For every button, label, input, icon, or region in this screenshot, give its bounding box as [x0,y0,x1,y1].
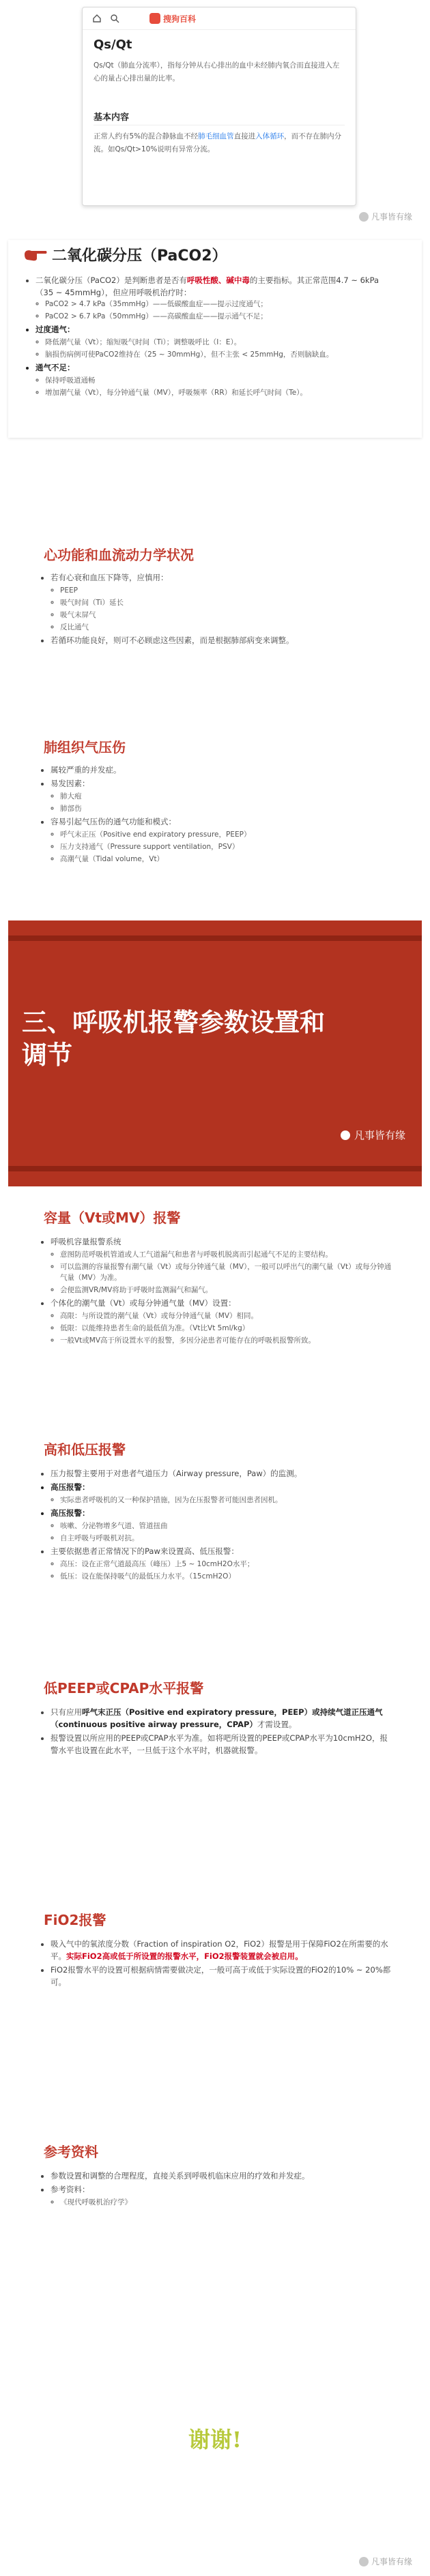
brand-name: 搜狗百科 [163,14,197,24]
list-item: ◦ 自主呼吸与呼吸机对抗。 [60,1533,395,1544]
list-item: ◦ 高潮气量（Tidal volume，Vt） [60,854,395,865]
banner-stripe [8,1166,422,1171]
slide-cardiac [8,483,422,653]
list-item: • 参数设置和调整的合理程度，直接关系到呼吸机临床应用的疗效和并发症。 [51,2170,395,2182]
list-item: ◦ 实际患者呼吸机的又一种保护措施，因为在压报警者可能因患者因机。 [60,1495,395,1506]
slide-peep-alarm [8,1650,422,1868]
list-item: ◦ 会便监测VR/MV将助于呼吸时监测漏气和漏气。 [60,1285,395,1296]
wechat-icon [359,212,369,222]
list-item: • 易发因素： [51,777,395,790]
list-item: • 报警设置以所应用的PEEP或CPAP水平为准。如将吧所设置的PEEP或CPAP水平为10cmH2O，报警水平也设置在此水平，一旦低于这个水平时，机器就报警。 [51,1732,395,1756]
list-item: ◦ 吸气末屏气 [60,610,395,620]
slide-fio2-alarm [8,1896,422,2100]
slide-body [41,1235,395,1347]
link-pulmonary-capillary[interactable]: 肺毛细血管 [198,132,234,140]
slide-barotrauma [8,716,422,907]
list-item: ◦ 增加潮气量（Vt），每分钟通气量（MV），呼吸频率（RR）和延长呼气时间（Te）。 [45,387,395,398]
list-item: • 属较严重的并发症。 [51,764,395,776]
slide-body [41,764,395,866]
list-item: • 过度通气： [35,323,395,335]
brand-logo-icon [149,13,160,24]
list-item: • 参考资料： [51,2183,395,2196]
search-icon[interactable] [110,14,119,23]
list-item: • 容易引起气压伤的通气功能和模式： [51,815,395,828]
list-item: ◦ 保持呼吸道通畅 [45,375,395,386]
list-item: • FiO2报警水平的设置可根据病情需要做决定，一般可高于或低于实际设置的FiO2的10% ~ 20%都可。 [51,1964,395,1988]
slide-title: 心功能和血流动力学状况 [44,547,194,563]
watermark: 凡事皆有缘 [359,211,412,222]
list-item: • 若循环功能良好，则可不必顾虑这些因素，而是根据肺部病变来调整。 [51,634,395,646]
slide-body [41,2170,395,2209]
basic-content: 正常人约有5%的混合静脉血不经肺毛细血管直接进入体循环，而不存在肺内分流。如Qs/Qt>10%说明有异常分流。 [94,132,342,153]
entry-title: Qs/Qt [94,38,132,52]
slide-body [41,1706,395,1758]
slide-title: 容量（Vt或MV）报警 [44,1210,181,1226]
list-item: • 只有应用呼气末正压（Positive end expiratory pressure，PEEP）或持续气道正压通气（continuous positive airway pressure，CPAP）才需设置。 [51,1706,395,1731]
list-item: ◦ PEEP [60,585,395,596]
list-item: ◦ 压力支持通气（Pressure support ventilation，PSV） [60,841,395,852]
home-icon[interactable] [92,14,102,23]
list-item: • 通气不足： [35,361,395,374]
slide-body [41,1467,395,1583]
list-item: • 呼吸机容量报警系统 [51,1235,395,1248]
list-item: ◦ PaCO2 > 4.7 kPa（35mmHg）——低碳酸血症——提示过度通气； [45,299,395,310]
list-item: ◦ 一般Vt或MV高于所设置水平的报警，多因分泌患者可能存在的呼吸机报警所致。 [60,1335,395,1346]
slide-pressure-alarm [8,1425,422,1630]
pointing-hand-icon [23,247,48,262]
list-item: ◦ 低压：设在能保持吸气的最低压力水平。（15cmH2O） [60,1571,395,1582]
slide-title: 低PEEP或CPAP水平报警 [44,1680,204,1696]
banner-stripe [8,935,422,941]
list-item: • 若有心衰和血压下降等，应慎用： [51,571,395,584]
list-item: ◦ 高压：设在正常气道最高压（峰压）上5 ~ 10cmH2O水平； [60,1559,395,1570]
list-item: ◦ 咳嗽、分泌物增多气道、管道扭曲 [60,1521,395,1531]
banner-title: 三、呼吸机报警参数设置和 调节 [22,1008,325,1070]
list-item: ◦ 脑损伤病例可使PaCO2维持在（25 ~ 30mmHg），但不主张 < 25mmHg，否则脑缺血。 [45,349,395,360]
slide-title: 参考资料 [44,2144,98,2160]
list-item: ◦ 吸气时间（Ti）延长 [60,597,395,608]
list-item: ◦ 意图防范呼吸机管道或人工气道漏气和患者与呼吸机脱离而引起通气不足的主要结构。 [60,1249,395,1260]
section-heading: 基本内容 [94,113,130,123]
entry-description: Qs/Qt（肺血分流率），指每分钟从右心排出的血中未经肺内氧合而直接进入左心的量占心排出量的比率。 [94,61,340,83]
list-item: ◦ 降低潮气量（Vt）；缩短吸气时间（Ti）；调整吸呼比（I：E）。 [45,337,395,348]
slide-title: FiO2报警 [44,1912,106,1928]
slide-title: 二氧化碳分压（PaCO2） [52,248,227,265]
slide-body [41,571,395,648]
list-item: • 主要依据患者正常情况下的Paw来设置高、低压报警： [51,1545,395,1557]
list-item: ◦ 肺大疱 [60,791,395,802]
list-item: • 二氧化碳分压（PaCO2）是判断患者是否有呼吸性酸、碱中毒的主要指标。其正常范围4.7 ~ 6kPa（35 ~ 45mmHg），但应用呼吸机治疗时： ◦ PaCO2 > 4.7 kPa（35mmHg）——低碳酸血症——提示过度通气； ◦ PaCO2 > 6.7 kPa（50mmHg）——高碳酸血症——提示通气不足； [35,274,395,322]
slide-title: 高和低压报警 [44,1441,126,1458]
list-item: ◦ PaCO2 > 6.7 kPa（50mmHg）——高碳酸血症——提示通气不足； [45,311,395,322]
list-item: • 个体化的潮气量（Vt）或每分钟通气量（MV）设置： [51,1297,395,1309]
watermark: 凡事皆有缘 [341,1128,405,1142]
list-item: ◦ 可以监测的容量报警有潮气量（Vt）或每分钟通气量（MV），一般可以呼出气的潮气量（Vt）或每分钟通气量（MV）为准。 [60,1261,395,1283]
list-item: ◦ 《现代呼吸机治疗学》 [60,2197,395,2208]
slide-volume-alarm [8,1200,422,1405]
slide-body [26,274,395,400]
list-item: • 高压报警： [51,1481,395,1493]
slide-references [8,2127,422,2332]
list-item: • 高压报警： [51,1507,395,1519]
encyclopedia-card [82,7,356,206]
list-item: ◦ 高限：与所设置的潮气量（Vt）或每分钟通气量（MV）相同。 [60,1311,395,1321]
thanks-text: 谢谢! [188,2427,242,2453]
slide-body [41,1938,395,1990]
list-item: • 压力报警主要用于对患者气道压力（Airway pressure，Paw）的监测。 [51,1467,395,1480]
list-item: ◦ 低限：以能维持患者生命的最低值为准。（Vt比Vt 5ml/kg） [60,1323,395,1334]
wechat-icon [341,1130,350,1140]
wechat-icon [359,2557,369,2566]
slide-paco2 [8,240,422,438]
top-bar [83,8,356,30]
link-systemic-circulation[interactable]: 入体循环 [255,132,285,140]
list-item: • 吸入气中的氧浓度分数（Fraction of inspiration O2，FiO2）报警是用于保障FiO2在所需要的水平。实际FiO2高或低于所设置的报警水平，FiO2报警装置就会被启用。 [51,1938,395,1962]
section-banner [8,920,422,1186]
watermark: 凡事皆有缘 [359,2556,412,2567]
list-item: ◦ 反比通气 [60,622,395,633]
list-item: ◦ 呼气末正压（Positive end expiratory pressure，PEEP） [60,829,395,840]
list-item: ◦ 肺部伤 [60,803,395,814]
slide-title: 肺组织气压伤 [44,739,126,755]
